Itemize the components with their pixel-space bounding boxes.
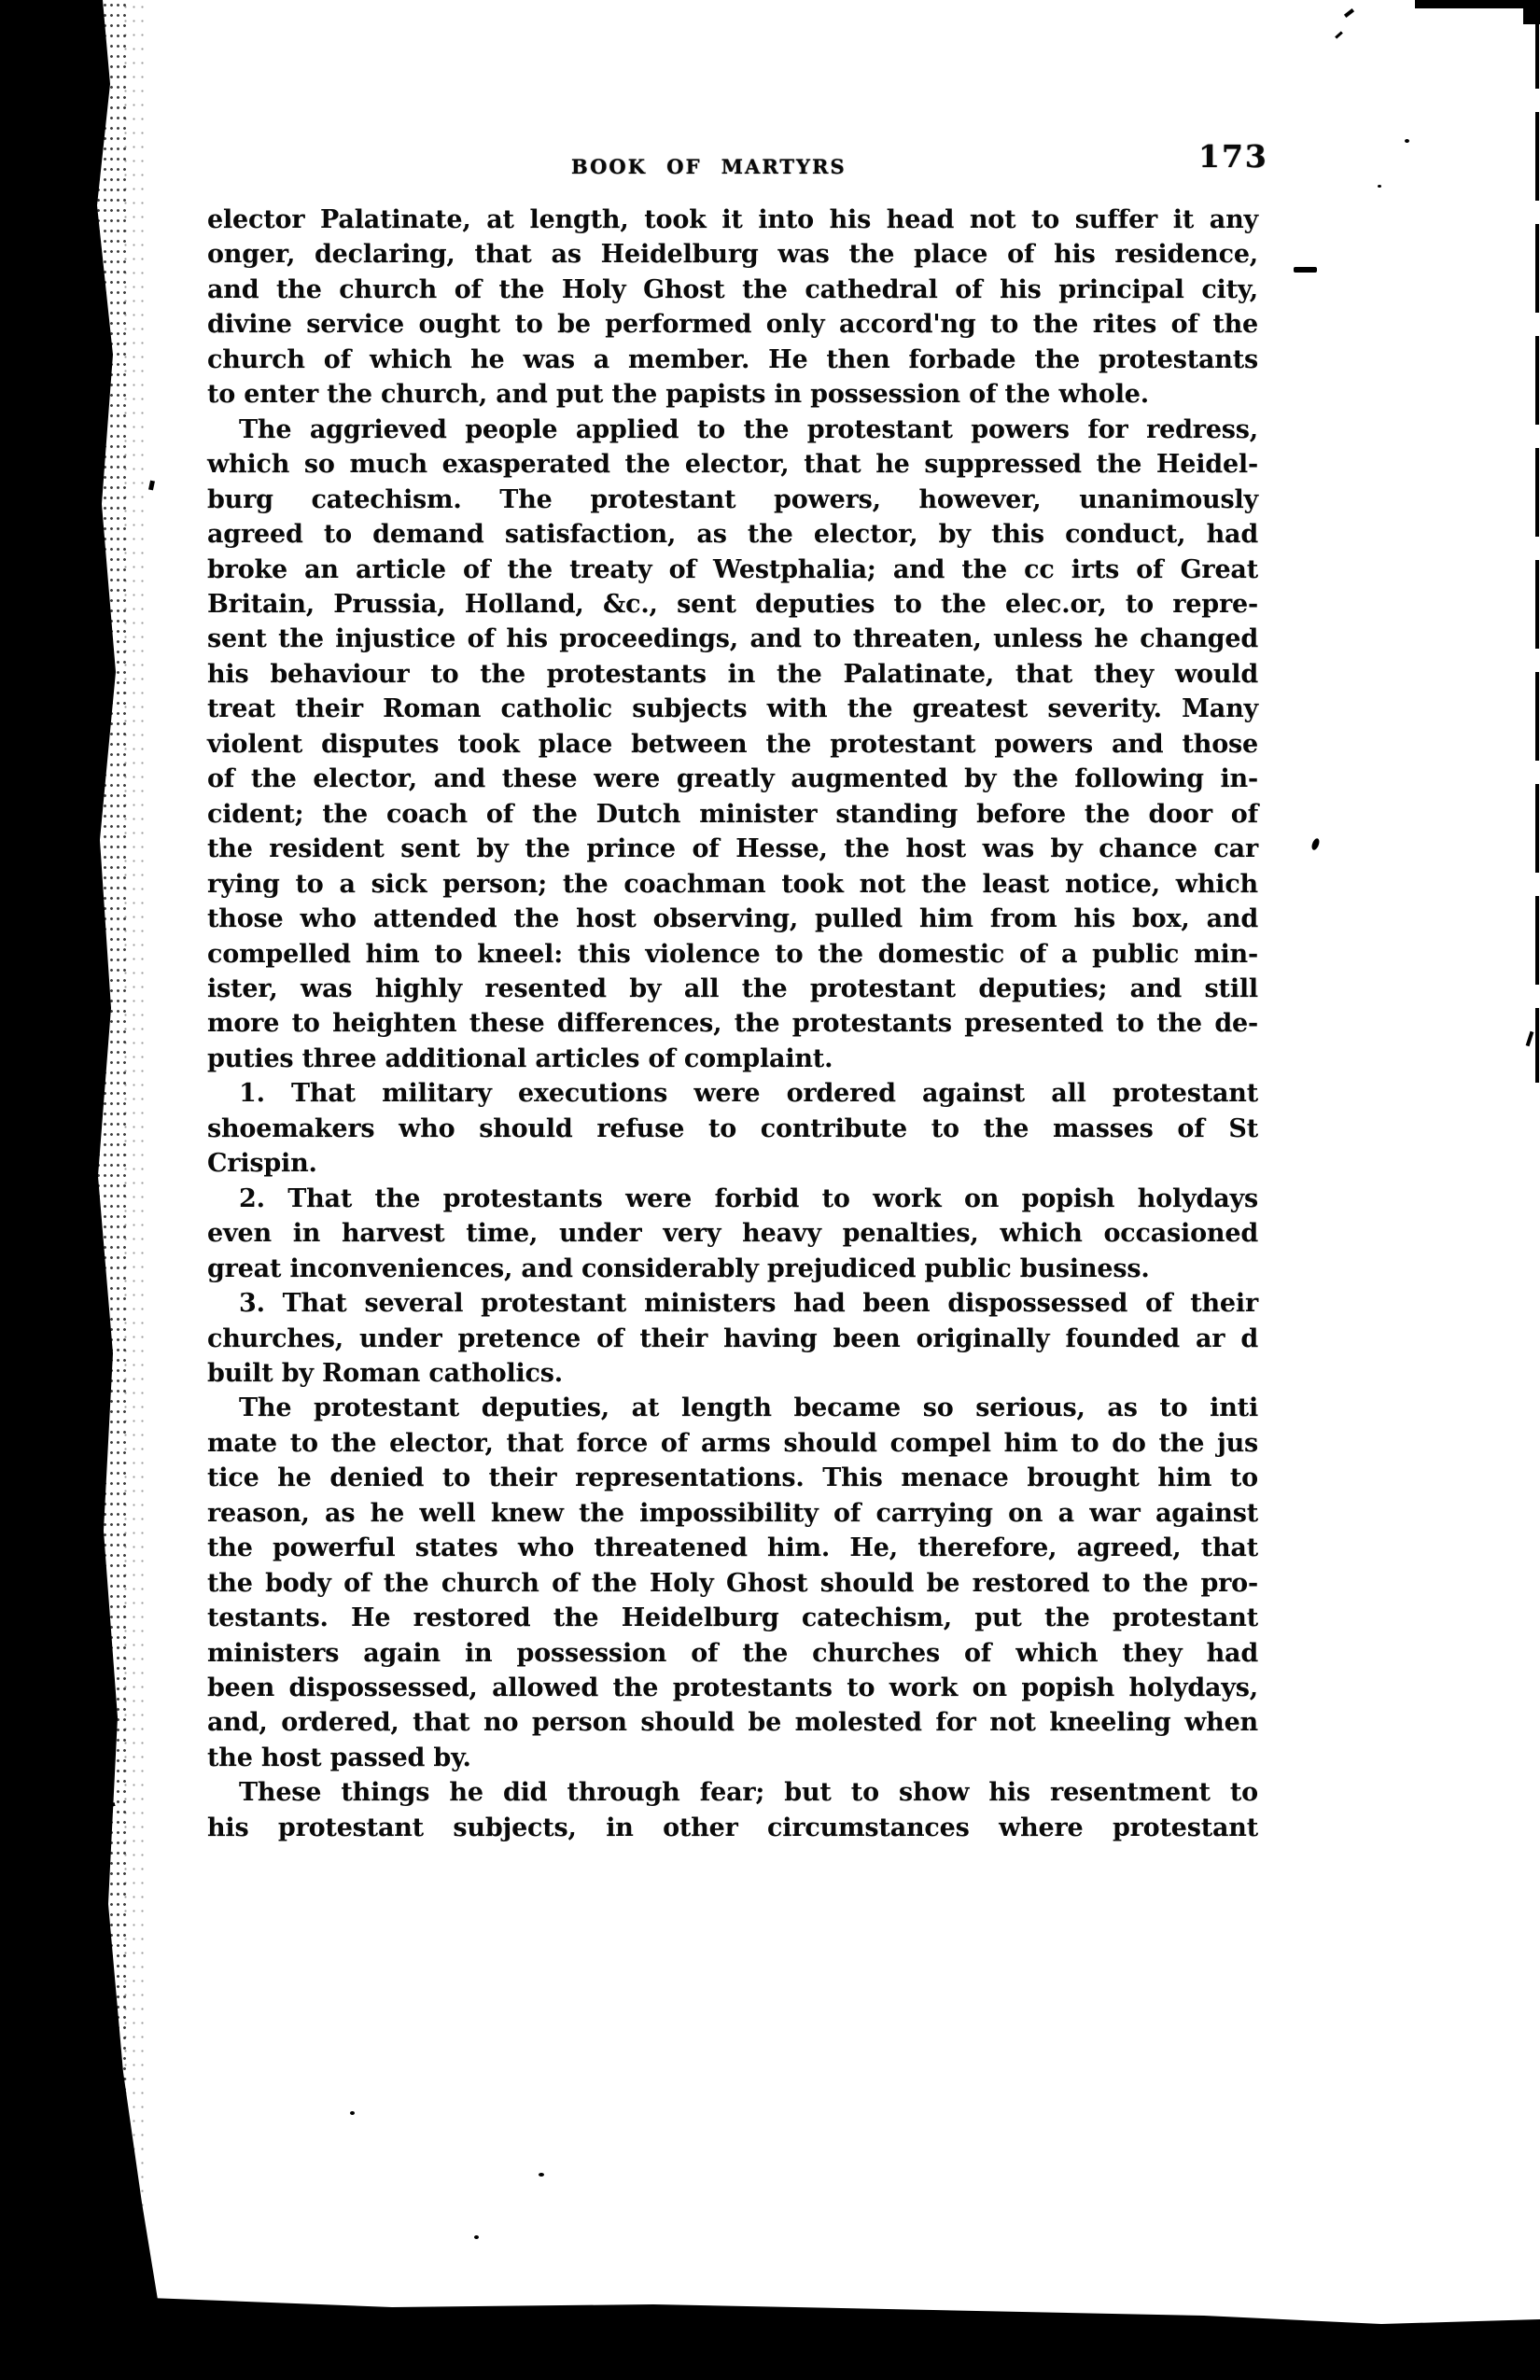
ink-speck bbox=[1405, 139, 1409, 143]
gutter-speckle bbox=[121, 0, 147, 2380]
ink-speck bbox=[1378, 185, 1381, 188]
margin-dash-mark bbox=[1294, 267, 1317, 273]
text-line: 3. That several protestant ministers had been dispossessed of their bbox=[239, 1289, 1258, 1319]
paragraph bbox=[207, 1391, 1258, 1775]
text-line: ister, was highly resented by all the protestant deputies; and still bbox=[207, 973, 1258, 1003]
text-line: These things he did through fear; but to show his resentment to bbox=[239, 1778, 1258, 1808]
text-line: rying to a sick person; the coachman took not the least notice, which bbox=[207, 869, 1258, 899]
text-line: more to heighten these differences, the protestants presented to the de- bbox=[207, 1009, 1258, 1039]
scan-top-edge bbox=[1415, 0, 1540, 8]
text-line: the resident sent by the prince of Hesse, the host was by chance car bbox=[207, 834, 1258, 864]
text-line: Britain, Prussia, Holland, &c., sent deputies to the elec.or, to repre- bbox=[207, 589, 1258, 619]
text-line: great inconveniences, and considerably prejudiced public business. bbox=[207, 1253, 1150, 1283]
paragraph bbox=[207, 1775, 1258, 1845]
text-line: 1. That military executions were ordered against all protestant bbox=[239, 1079, 1258, 1109]
text-line: divine service ought to be performed only accord'ng to the rites of the bbox=[207, 310, 1258, 340]
text-line: sent the injustice of his proceedings, and to threaten, unless he changed bbox=[207, 624, 1258, 654]
text-line: churches, under pretence of their having been originally founded ar d bbox=[207, 1323, 1258, 1353]
text-line: the body of the church of the Holy Ghost should be restored to the pro- bbox=[207, 1568, 1258, 1598]
text-line: built by Roman catholics. bbox=[207, 1358, 564, 1388]
text-line: those who attended the host observing, pulled him from his box, and bbox=[207, 904, 1258, 934]
text-line: testants. He restored the Heidelburg catechism, put the protestant bbox=[207, 1603, 1258, 1633]
ink-speck bbox=[350, 2111, 355, 2115]
paragraph-article-3 bbox=[207, 1286, 1258, 1391]
ink-speck bbox=[474, 2235, 479, 2239]
text-line: broke an article of the treaty of Westphalia; and the cc irts of Great bbox=[207, 554, 1258, 584]
text-line: and the church of the Holy Ghost the cathedral of his principal city, bbox=[207, 274, 1258, 304]
ink-speck bbox=[539, 2173, 544, 2177]
text-line: cident; the coach of the Dutch minister standing before the door of bbox=[207, 799, 1258, 829]
text-line: burg catechism. The protestant powers, however, unanimously bbox=[207, 484, 1258, 514]
paragraph bbox=[207, 203, 1258, 413]
text-line: the powerful states who threatened him. He, therefore, agreed, that bbox=[207, 1533, 1258, 1563]
text-line: been dispossessed, allowed the protestants to work on popish holydays, bbox=[207, 1673, 1258, 1703]
ink-speck bbox=[1344, 8, 1354, 18]
text-line: puties three additional articles of complaint. bbox=[207, 1043, 833, 1073]
text-line: to enter the church, and put the papists in possession of the whole. bbox=[207, 380, 1149, 410]
text-line: the host passed by. bbox=[207, 1743, 471, 1772]
text-line: compelled him to kneel: this violence to the domestic of a public min- bbox=[207, 939, 1258, 969]
text-line: agreed to demand satisfaction, as the elector, by this conduct, had bbox=[207, 520, 1258, 550]
text-line: The aggrieved people applied to the protestant powers for redress, bbox=[239, 414, 1258, 444]
text-line: and, ordered, that no person should be molested for not kneeling when bbox=[207, 1708, 1258, 1738]
text-line: even in harvest time, under very heavy penalties, which occasioned bbox=[207, 1219, 1258, 1249]
text-line: church of which he was a member. He then forbade the protestants bbox=[207, 344, 1258, 374]
text-line: reason, as he well knew the impossibility of carrying on a war against bbox=[207, 1498, 1258, 1528]
ink-speck bbox=[1311, 837, 1321, 850]
text-line: The protestant deputies, at length became so serious, as to inti bbox=[239, 1393, 1258, 1423]
running-title: BOOK OF MARTYRS bbox=[571, 155, 847, 178]
text-line: violent disputes took place between the protestant powers and those bbox=[207, 729, 1258, 759]
text-line: elector Palatinate, at length, took it into his head not to suffer it any bbox=[207, 205, 1258, 234]
text-line: ministers again in possession of the churches of which they had bbox=[207, 1638, 1258, 1668]
paragraph bbox=[207, 413, 1258, 1077]
text-line: treat their Roman catholic subjects with the greatest severity. Many bbox=[207, 694, 1258, 724]
text-line: tice he denied to their representations. This menace brought him to bbox=[207, 1463, 1258, 1493]
paragraph-article-1 bbox=[207, 1076, 1258, 1181]
text-line: onger, declaring, that as Heidelburg was the place of his residence, bbox=[207, 240, 1258, 270]
ink-speck bbox=[1335, 31, 1343, 38]
page-text bbox=[207, 203, 1258, 1845]
text-line: Crispin. bbox=[207, 1149, 317, 1179]
gutter-speckle bbox=[82, 0, 127, 2380]
text-line: his behaviour to the protestants in the Palatinate, that they would bbox=[207, 659, 1258, 689]
scan-right-edge bbox=[1535, 0, 1539, 1083]
page-number: 173 bbox=[1198, 138, 1268, 175]
ink-speck bbox=[148, 481, 155, 491]
text-line: mate to the elector, that force of arms should compel him to do the jus bbox=[207, 1428, 1258, 1458]
scan-bottom-shadow bbox=[0, 2285, 1540, 2380]
text-line: which so much exasperated the elector, that he suppressed the Heidel- bbox=[207, 450, 1258, 480]
ink-speck bbox=[1526, 1031, 1534, 1046]
text-line: shoemakers who should refuse to contribute to the masses of St bbox=[207, 1113, 1258, 1143]
text-line: 2. That the protestants were forbid to work on popish holydays bbox=[239, 1183, 1258, 1213]
text-line: of the elector, and these were greatly augmented by the following in- bbox=[207, 764, 1258, 794]
paragraph-article-2 bbox=[207, 1182, 1258, 1286]
text-line: his protestant subjects, in other circumstances where protestant bbox=[207, 1813, 1258, 1842]
